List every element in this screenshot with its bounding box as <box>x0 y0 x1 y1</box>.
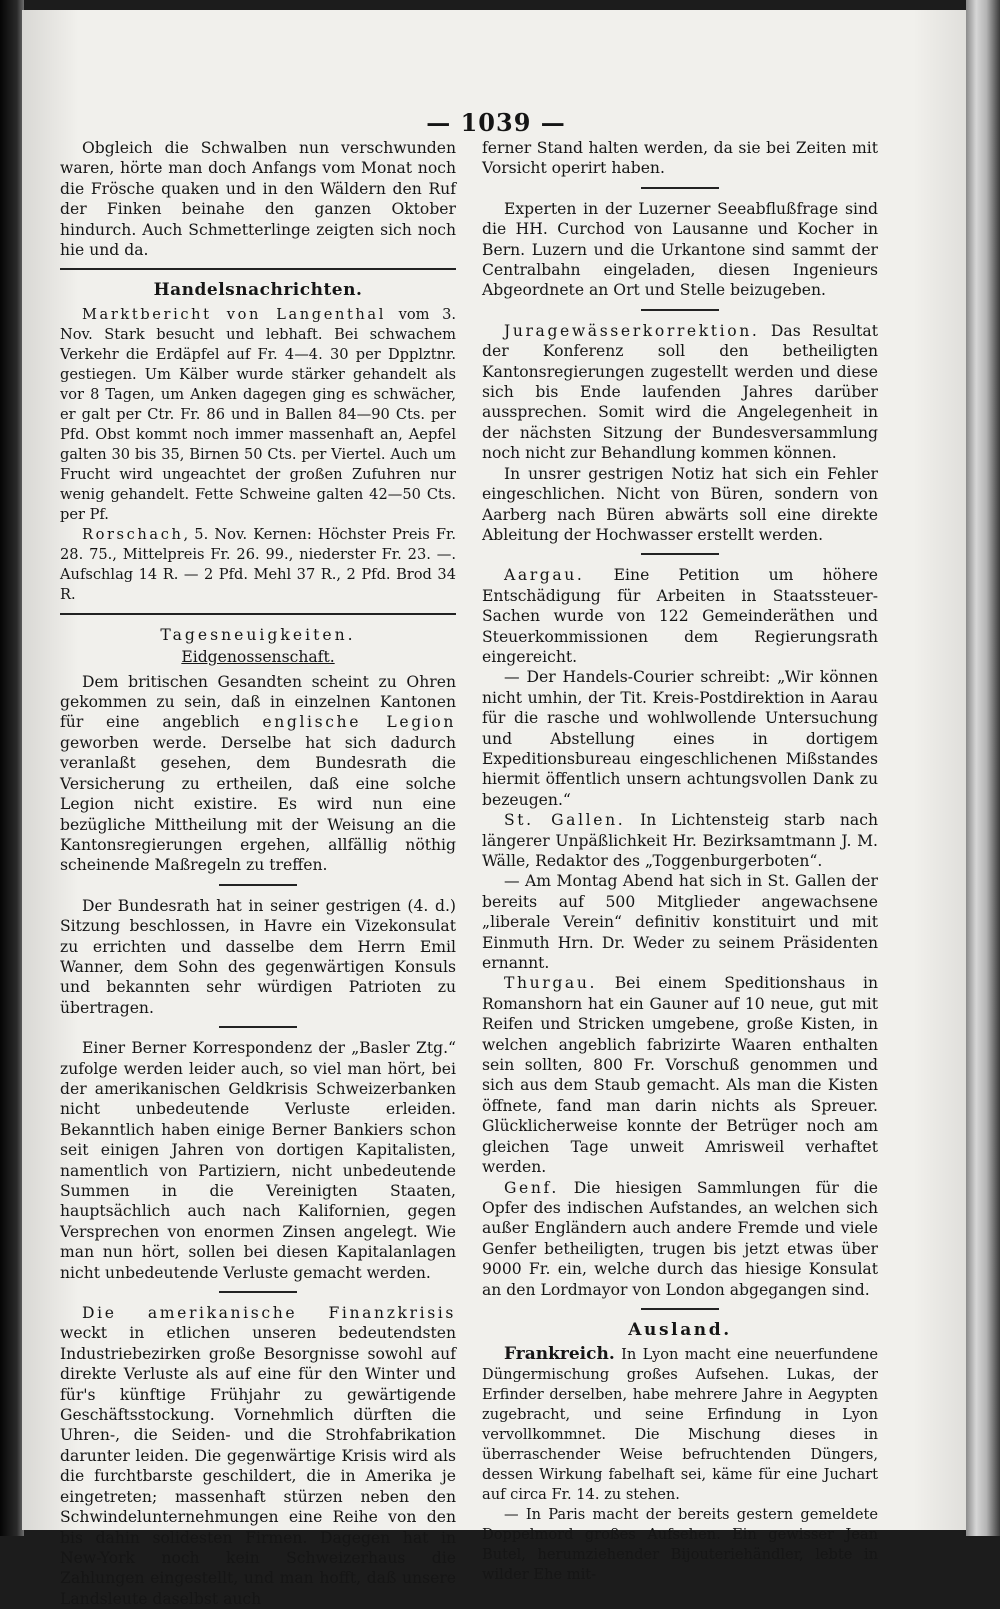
aargau-article <box>482 565 878 667</box>
article-divider <box>641 309 719 311</box>
rorschach-lead: Rorschach <box>82 525 184 543</box>
left-column <box>60 138 456 1608</box>
frankreich-article <box>482 1344 878 1505</box>
aargau-lead: Aargau. <box>504 566 585 585</box>
thurgau-body: Bei einem Speditionshaus in Romanshorn hat ein Gauner auf 10 neue, gut mit Reifen und Stricken umgebene, große Kisten, in welchen angeblich fabrizirte Waaren enthalten sein sollten, 800 Fr. Vorschuß genommen und sich aus dem Staub gemacht. Als man die Kisten öffnete, fand man darin nichts als Spreuer. Glücklicherweise konnte der Betrüger noch am gleichen Tage unweit Amrisweil verhaftet werden. <box>482 974 878 1177</box>
langenthal-market-report <box>60 305 456 525</box>
legion-text-b: geworben werde. Derselbe hat sich dadurch veranlaßt gesehen, dem Bundesrath die Versicherung zu ertheilen, daß eine solche Legion nicht existire. Es wird nun eine bezügliche Mittheilung mit der Weisung an die Kantonsregierungen ergehen, allfällig nöthig scheinende Maßregeln zu treffen. <box>60 733 456 875</box>
jura-body: Das Resultat der Konferenz soll den betheiligten Kantonsregierungen zugestellt werden und diese sich bis Ende laufenden Jahres darüber aussprechen. Somit wird die Angelegenheit in der nächsten Sitzung der Bundesversammlung noch nicht zur Behandlung kommen können. <box>482 321 878 463</box>
section-divider <box>60 268 456 270</box>
section-divider <box>641 1308 719 1310</box>
page-number: — 1039 — <box>426 108 566 137</box>
genf-lead: Genf. <box>504 1178 559 1197</box>
frankreich-lead: Frankreich. <box>504 1344 615 1365</box>
article-divider <box>641 553 719 555</box>
thurgau-article <box>482 973 878 1177</box>
article-divider <box>219 884 297 886</box>
newspaper-page <box>22 10 970 1608</box>
genf-article <box>482 1178 878 1300</box>
aargau-body: Eine Petition um höhere Entschädigung für Arbeiten in Staatssteuer-Sachen wurde von 122 Gemeinderäthen und Steuerkommissionen dem Regierungsrath eingereicht. <box>482 566 878 666</box>
rorschach-body: , 5. Nov. Kernen: Höchster Preis Fr. 28. 75., Mittelpreis Fr. 26. 99., niederster Fr. 23. —. Aufschlag 14 R. — 2 Pfd. Mehl 37 R., 2 Pfd. Brod 34 R. <box>60 525 456 603</box>
havre-article: Der Bundesrath hat in seiner gestrigen (4. d.) Sitzung beschlossen, in Havre ein Vizekonsulat zu errichten und dasselbe dem Herrn Emil Wanner, dem Sohn des gegenwärtigen Konsuls und bekannten sehr würdigen Patrioten zu übertragen. <box>60 896 456 1017</box>
langenthal-lead: Marktbericht von Langenthal <box>82 305 387 323</box>
article-divider <box>219 1291 297 1293</box>
langenthal-body: vom 3. Nov. Stark besucht und lebhaft. Bei schwachem Verkehr die Erdäpfel auf Fr. 4—4. 30 per Dpplztnr. gestiegen. Um Kälber wurde stärker gehandelt als vor 8 Tagen, um Anken dagegen ging es schwächer, er galt per Ctr. Fr. 86 und in Ballen 84—90 Cts. per Pfd. Obst kommt noch immer massenhaft an, Aepfel galten 30 bis 35, Birnen 50 Cts. per Viertel. Auch um Frucht wird ungeachtet der großen Zufuhren nur wenig gehandelt. Fette Schweine galten 42—50 Cts. per Pf. <box>60 305 456 523</box>
finanzkrisis-article <box>60 1303 456 1609</box>
legion-article <box>60 672 456 876</box>
correction-article: In unsrer gestrigen Notiz hat sich ein Fehler eingeschlichen. Nicht von Büren, sondern von Aarberg nach Büren abwärts soll eine direkte Ableitung der Hochwasser erstellt werden. <box>482 464 878 544</box>
continued-paragraph: ferner Stand halten werden, da sie bei Zeiten mit Vorsicht operirt haben. <box>482 139 878 178</box>
legion-emphasis: englische Legion <box>262 713 456 732</box>
page-edge-shadow <box>966 0 1000 1536</box>
heading-tagesneuigkeiten: Tagesneuigkeiten. <box>160 625 356 644</box>
section-divider <box>60 613 456 615</box>
heading-eidgenossenschaft: Eidgenossenschaft. <box>181 648 335 667</box>
basler-article: Einer Berner Korrespondenz der „Basler Ztg.“ zufolge werden leider auch, so viel man hört, bei der amerikanischen Geldkrisis Schweizerbanken nicht unbedeutende Verluste erleiden. Bekanntlich haben einige Berner Bankiers schon seit einigen Jahren von dortigen Kapitalisten, namentlich von Partiziern, nicht unbedeutende Summen in die Vereinigten Staaten, hauptsächlich auch nach Kalifornien, gegen Versprechen von enormen Zinsen angelegt. Wie man nun hört, sollen bei diesen Kapitalanlagen nicht unbedeutende Verluste gemacht werden. <box>60 1039 456 1282</box>
heading-ausland: Ausland. <box>628 1319 732 1340</box>
book-binding-shadow <box>0 0 24 1536</box>
right-column <box>482 138 878 1584</box>
rorschach-market-report <box>60 525 456 605</box>
montag-article: — Am Montag Abend hat sich in St. Gallen der bereits auf 500 Mitglieder angewachsene „liberale Verein“ definitiv konstituirt und mit Einmuth Hrn. Dr. Weder zu seinem Präsidenten ernannt. <box>482 872 878 973</box>
finanzkrisis-lead: Die amerikanische Finanzkrisis <box>82 1304 456 1323</box>
jura-lead: Juragewässerkorrektion. <box>504 321 760 340</box>
frankreich-body: In Lyon macht eine neuerfundene Düngermischung großes Aufsehen. Lukas, der Erfinder derselben, habe mehrere Jahre in Aegypten zugebracht, und seine Erfindung in Lyon vervollkommnet. Die Mischung dieses in überraschender Weise befruchtenden Düngers, dessen Wirkung fabelhaft sei, käme für eine Juchart auf circa Fr. 14. zu stehen. <box>482 1346 878 1504</box>
paris-article: — In Paris macht der bereits gestern gemeldete Doppelmord großes Aufsehen. Ein gewisser Jean Butel, herumziehender Bijouteriehändler, lebte in wilder Ehe mit- <box>482 1506 878 1584</box>
legion-text-a: Dem britischen Gesandten scheint zu Ohren gekommen zu sein, daß in einzelnen Kantonen für eine angeblich <box>60 672 456 732</box>
article-divider <box>219 1026 297 1028</box>
stgallen-lead: St. Gallen. <box>504 811 626 830</box>
experten-article: Experten in der Luzerner Seeabflußfrage sind die HH. Curchod von Lausanne und Kocher in Bern. Luzern und die Urkantone sind sammt der Centralbahn eingeladen, diesen Ingenieurs Abgeordnete an Ort und Stelle beizugeben. <box>482 199 878 300</box>
jura-article <box>482 321 878 464</box>
finanzkrisis-body: weckt in etlichen unseren bedeutendsten Industriebezirken große Besorgnisse sowohl auf direkte Verluste als auf eine für den Winter und für's künftige Frühjahr zu gewärtigende Geschäftsstockung. Vornehmlich dürften die Uhren-, die Seiden- und die Strohfabrikation darunter leiden. Die gegenwärtige Krisis wird als die furchtbarste geschildert, die in Amerika je eingetreten; massenhaft stürzen neben den Schwindelunternehmungen eine Reihe von den bis dahin solidesten Firmen. Dagegen hat in New-York noch kein Schweizerhaus die Zahlungen eingestellt, und man hofft, daß unsere Landsleute daselbst auch <box>60 1324 456 1608</box>
weather-paragraph: Obgleich die Schwalben nun verschwunden waren, hörte man doch Anfangs vom Monat noch die Frösche quaken und in den Wäldern den Ruf der Finken beinahe den ganzen Oktober hindurch. Auch Schmetterlinge zeigten sich noch hie und da. <box>60 139 456 260</box>
stgallen-body: In Lichtensteig starb nach längerer Unpäßlichkeit Hr. Bezirksamtmann J. M. Wälle, Redaktor des „Toggenburgerboten“. <box>482 811 878 870</box>
stgallen-article <box>482 810 878 871</box>
courier-article: — Der Handels-Courier schreibt: „Wir können nicht umhin, der Tit. Kreis-Postdirektion in Aarau für die rasche und wohlwollende Untersuchung und Abstellung eines in dortigem Expeditionsbureau eingeschlichenen Mißstandes hiermit öffentlich unsern achtungsvollen Dank zu bezeugen.“ <box>482 668 878 809</box>
thurgau-lead: Thurgau. <box>504 974 598 993</box>
article-divider <box>641 187 719 189</box>
genf-body: Die hiesigen Sammlungen für die Opfer des indischen Aufstandes, an welchen sich außer Engländern auch andere Fremde und viele Genfer betheiligten, trugen bis jetzt etwas über 9000 Fr. ein, welche durch das hiesige Konsulat an den Lordmayor von London abgegangen sind. <box>482 1178 878 1299</box>
heading-handelsnachrichten: Handelsnachrichten. <box>153 280 363 301</box>
